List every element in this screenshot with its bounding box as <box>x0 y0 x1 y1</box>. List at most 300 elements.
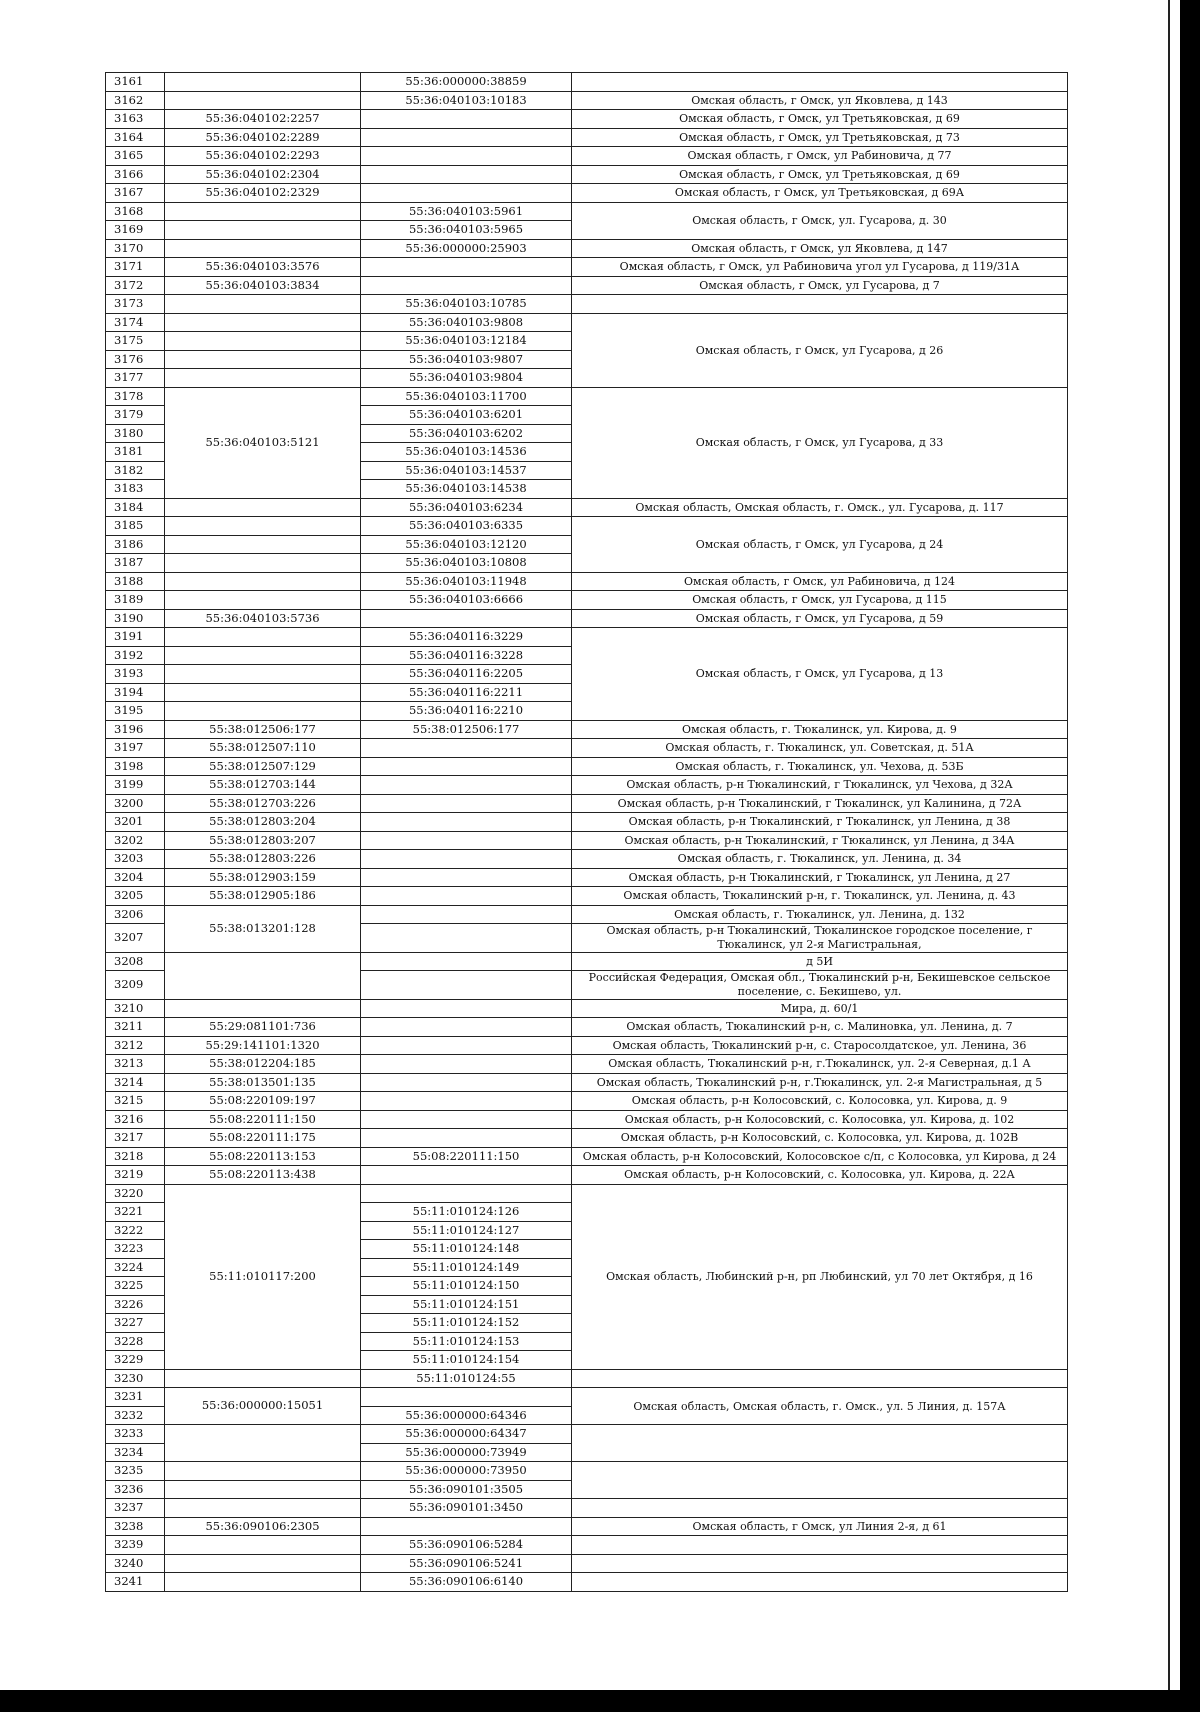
cadastral-number-2: 55:36:040116:2205 <box>361 665 572 684</box>
cadastral-number-2: 55:36:000000:38859 <box>361 73 572 92</box>
cadastral-number-2: 55:36:000000:64347 <box>361 1425 572 1444</box>
row-number: 3205 <box>106 887 165 906</box>
row-number: 3199 <box>106 776 165 795</box>
row-number: 3202 <box>106 831 165 850</box>
cadastral-number-2: 55:11:010124:154 <box>361 1351 572 1370</box>
cadastral-number-2 <box>361 794 572 813</box>
address: Омская область, р-н Колосовский, с. Колосовка, ул. Кирова, д. 22А <box>572 1166 1068 1185</box>
row-number: 3174 <box>106 313 165 332</box>
cadastral-number: 55:38:012803:226 <box>165 850 361 869</box>
cadastral-number-2: 55:36:040103:14537 <box>361 461 572 480</box>
address: Омская область, г. Тюкалинск, ул. Советская, д. 51А <box>572 739 1068 758</box>
row-number: 3196 <box>106 720 165 739</box>
cadastral-number: 55:36:040102:2289 <box>165 128 361 147</box>
address: Омская область, г Омск, ул Гусарова, д 115 <box>572 591 1068 610</box>
cadastral-number: 55:36:040102:2304 <box>165 165 361 184</box>
cadastral-number: 55:38:013501:135 <box>165 1073 361 1092</box>
address: Омская область, г Омск, ул Яковлева, д 143 <box>572 91 1068 110</box>
cadastral-number: 55:36:040103:5736 <box>165 609 361 628</box>
table-row <box>106 258 1068 277</box>
cadastral-number-2: 55:11:010124:152 <box>361 1314 572 1333</box>
row-number: 3191 <box>106 628 165 647</box>
row-number: 3240 <box>106 1554 165 1573</box>
cadastral-number: 55:36:040102:2329 <box>165 184 361 203</box>
cadastral-number-2: 55:36:040103:10808 <box>361 554 572 573</box>
address: Омская область, г Омск, ул Рабиновича, д 77 <box>572 147 1068 166</box>
row-number: 3190 <box>106 609 165 628</box>
address: Омская область, г. Тюкалинск, ул. Ленина, д. 34 <box>572 850 1068 869</box>
address: Омская область, Омская область, г. Омск., ул. 5 Линия, д. 157А <box>572 1388 1068 1425</box>
cadastral-number <box>165 1573 361 1592</box>
row-number: 3180 <box>106 424 165 443</box>
table-row <box>106 1018 1068 1037</box>
cadastral-number-2: 55:36:090106:5241 <box>361 1554 572 1573</box>
cadastral-number-2 <box>361 1166 572 1185</box>
cadastral-number-2: 55:36:000000:25903 <box>361 239 572 258</box>
cadastral-number-2 <box>361 850 572 869</box>
row-number: 3218 <box>106 1147 165 1166</box>
table-row <box>106 850 1068 869</box>
table-row <box>106 165 1068 184</box>
row-number: 3183 <box>106 480 165 499</box>
address <box>572 1462 1068 1499</box>
row-number: 3222 <box>106 1221 165 1240</box>
cadastral-number <box>165 295 361 314</box>
address <box>572 1425 1068 1462</box>
table-row <box>106 313 1068 332</box>
cadastral-number-2: 55:11:010124:148 <box>361 1240 572 1259</box>
table-row <box>106 609 1068 628</box>
row-number: 3198 <box>106 757 165 776</box>
cadastral-number-2: 55:36:090106:5284 <box>361 1536 572 1555</box>
cadastral-number-2: 55:11:010124:126 <box>361 1203 572 1222</box>
row-number: 3188 <box>106 572 165 591</box>
row-number: 3192 <box>106 646 165 665</box>
row-number: 3219 <box>106 1166 165 1185</box>
cadastral-number: 55:38:012803:204 <box>165 813 361 832</box>
cadastral-number-2: 55:36:040103:14538 <box>361 480 572 499</box>
cadastral-number <box>165 628 361 647</box>
address: Мира, д. 60/1 <box>572 999 1068 1018</box>
cadastral-number-2 <box>361 868 572 887</box>
cadastral-number-2: 55:36:040103:10785 <box>361 295 572 314</box>
table-row <box>106 776 1068 795</box>
table-row <box>106 498 1068 517</box>
cadastral-number: 55:38:012903:159 <box>165 868 361 887</box>
cadastral-number-2: 55:11:010124:127 <box>361 1221 572 1240</box>
cadastral-number: 55:36:000000:15051 <box>165 1388 361 1425</box>
address <box>572 1369 1068 1388</box>
row-number: 3194 <box>106 683 165 702</box>
table-row <box>106 868 1068 887</box>
address: Омская область, р-н Тюкалинский, г Тюкалинск, ул Ленина, д 38 <box>572 813 1068 832</box>
address: Омская область, г. Тюкалинск, ул. Чехова, д. 53Б <box>572 757 1068 776</box>
table-row <box>106 1129 1068 1148</box>
cadastral-number-2: 55:36:040103:6202 <box>361 424 572 443</box>
table-row <box>106 1536 1068 1555</box>
cadastral-number <box>165 1554 361 1573</box>
table-row <box>106 184 1068 203</box>
cadastral-number-2 <box>361 952 572 971</box>
row-number: 3173 <box>106 295 165 314</box>
cadastral-number: 55:38:012703:144 <box>165 776 361 795</box>
cadastral-number-2 <box>361 1184 572 1203</box>
cadastral-number <box>165 683 361 702</box>
cadastral-number-2: 55:36:040103:11948 <box>361 572 572 591</box>
address: Омская область, г Омск, ул Гусарова, д 13 <box>572 628 1068 721</box>
cadastral-number <box>165 350 361 369</box>
table-row <box>106 1369 1068 1388</box>
row-number: 3167 <box>106 184 165 203</box>
row-number: 3212 <box>106 1036 165 1055</box>
row-number: 3163 <box>106 110 165 129</box>
row-number: 3185 <box>106 517 165 536</box>
cadastral-number-2: 55:36:040103:6234 <box>361 498 572 517</box>
cadastral-number <box>165 239 361 258</box>
address: Омская область, р-н Тюкалинский, г Тюкалинск, ул Чехова, д 32А <box>572 776 1068 795</box>
scan-border-line <box>1168 0 1170 1700</box>
cadastral-number <box>165 91 361 110</box>
address: Омская область, Тюкалинский р-н, г.Тюкалинск, ул. 2-я Северная, д.1 А <box>572 1055 1068 1074</box>
row-number: 3201 <box>106 813 165 832</box>
row-number: 3235 <box>106 1462 165 1481</box>
table-row <box>106 739 1068 758</box>
cadastral-number: 55:38:013201:128 <box>165 905 361 952</box>
row-number: 3178 <box>106 387 165 406</box>
cadastral-number: 55:38:012507:110 <box>165 739 361 758</box>
row-number: 3232 <box>106 1406 165 1425</box>
cadastral-number-2: 55:38:012506:177 <box>361 720 572 739</box>
cadastral-number <box>165 702 361 721</box>
address: Омская область, г. Тюкалинск, ул. Кирова, д. 9 <box>572 720 1068 739</box>
table-row <box>106 887 1068 906</box>
row-number: 3206 <box>106 905 165 924</box>
row-number: 3213 <box>106 1055 165 1074</box>
cadastral-number-2: 55:36:040103:12184 <box>361 332 572 351</box>
row-number: 3162 <box>106 91 165 110</box>
cadastral-number-2 <box>361 1110 572 1129</box>
table-row <box>106 831 1068 850</box>
address: Омская область, г Омск, ул Яковлева, д 147 <box>572 239 1068 258</box>
cadastral-number-2 <box>361 128 572 147</box>
cadastral-number: 55:38:012905:186 <box>165 887 361 906</box>
cadastral-number-2: 55:36:040103:12120 <box>361 535 572 554</box>
address: Омская область, р-н Тюкалинский, Тюкалинское городское поселение, г Тюкалинск, ул 2-я Магистральная, <box>572 924 1068 953</box>
table-row <box>106 91 1068 110</box>
address: Омская область, г Омск, ул. Гусарова, д. 30 <box>572 202 1068 239</box>
cadastral-number-2 <box>361 831 572 850</box>
row-number: 3169 <box>106 221 165 240</box>
row-number: 3216 <box>106 1110 165 1129</box>
table-row <box>106 239 1068 258</box>
cadastral-number-2: 55:36:000000:73949 <box>361 1443 572 1462</box>
cadastral-number <box>165 313 361 332</box>
address: Омская область, г Омск, ул Гусарова, д 24 <box>572 517 1068 573</box>
scan-edge-right <box>1180 0 1200 1712</box>
cadastral-number-2 <box>361 1388 572 1407</box>
cadastral-number-2 <box>361 609 572 628</box>
row-number: 3215 <box>106 1092 165 1111</box>
cadastral-number-2: 55:11:010124:153 <box>361 1332 572 1351</box>
cadastral-number-2 <box>361 971 572 1000</box>
cadastral-number: 55:29:081101:736 <box>165 1018 361 1037</box>
cadastral-number-2: 55:36:040103:14536 <box>361 443 572 462</box>
cadastral-number: 55:08:220113:438 <box>165 1166 361 1185</box>
row-number: 3186 <box>106 535 165 554</box>
table-row <box>106 572 1068 591</box>
cadastral-number: 55:08:220111:175 <box>165 1129 361 1148</box>
cadastral-number: 55:08:220109:197 <box>165 1092 361 1111</box>
cadastral-number <box>165 646 361 665</box>
row-number: 3177 <box>106 369 165 388</box>
row-number: 3203 <box>106 850 165 869</box>
table-row <box>106 1554 1068 1573</box>
table-row <box>106 1517 1068 1536</box>
cadastral-number-2: 55:11:010124:151 <box>361 1295 572 1314</box>
cadastral-table <box>105 72 1068 1592</box>
address: Омская область, р-н Колосовский, Колосовское с/п, с Колосовка, ул Кирова, д 24 <box>572 1147 1068 1166</box>
cadastral-number <box>165 498 361 517</box>
row-number: 3172 <box>106 276 165 295</box>
cadastral-number-2: 55:36:040116:3229 <box>361 628 572 647</box>
cadastral-number <box>165 554 361 573</box>
address: Омская область, г Омск, ул Гусарова, д 26 <box>572 313 1068 387</box>
cadastral-number-2 <box>361 776 572 795</box>
address: Омская область, г Омск, ул Третьяковская, д 73 <box>572 128 1068 147</box>
row-number: 3241 <box>106 1573 165 1592</box>
address: Омская область, р-н Тюкалинский, г Тюкалинск, ул Ленина, д 34А <box>572 831 1068 850</box>
cadastral-number-2 <box>361 147 572 166</box>
cadastral-number-2: 55:36:040103:5961 <box>361 202 572 221</box>
table-row <box>106 1425 1068 1444</box>
table-body <box>106 73 1068 1592</box>
table-row <box>106 1092 1068 1111</box>
row-number: 3225 <box>106 1277 165 1296</box>
cadastral-number: 55:36:090106:2305 <box>165 1517 361 1536</box>
row-number: 3168 <box>106 202 165 221</box>
address <box>572 73 1068 92</box>
address: Омская область, Тюкалинский р-н, с. Малиновка, ул. Ленина, д. 7 <box>572 1018 1068 1037</box>
cadastral-number-2: 55:36:040103:6201 <box>361 406 572 425</box>
cadastral-number: 55:36:040102:2257 <box>165 110 361 129</box>
row-number: 3230 <box>106 1369 165 1388</box>
address <box>572 1499 1068 1518</box>
address: Омская область, Тюкалинский р-н, г. Тюкалинск, ул. Ленина, д. 43 <box>572 887 1068 906</box>
cadastral-number <box>165 1536 361 1555</box>
table-row <box>106 295 1068 314</box>
table-row <box>106 628 1068 647</box>
cadastral-number <box>165 591 361 610</box>
row-number: 3233 <box>106 1425 165 1444</box>
cadastral-number-2: 55:36:040103:9807 <box>361 350 572 369</box>
table-row <box>106 794 1068 813</box>
address <box>572 1554 1068 1573</box>
row-number: 3207 <box>106 924 165 953</box>
address: Омская область, Тюкалинский р-н, г.Тюкалинск, ул. 2-я Магистральная, д 5 <box>572 1073 1068 1092</box>
cadastral-number: 55:38:012204:185 <box>165 1055 361 1074</box>
table-row <box>106 757 1068 776</box>
cadastral-number-2: 55:11:010124:149 <box>361 1258 572 1277</box>
cadastral-number-2: 55:11:010124:150 <box>361 1277 572 1296</box>
row-number: 3223 <box>106 1240 165 1259</box>
row-number: 3171 <box>106 258 165 277</box>
cadastral-number-2: 55:36:000000:64346 <box>361 1406 572 1425</box>
cadastral-number-2 <box>361 1073 572 1092</box>
table-row <box>106 1499 1068 1518</box>
address: Омская область, Омская область, г. Омск., ул. Гусарова, д. 117 <box>572 498 1068 517</box>
address: Омская область, г. Тюкалинск, ул. Ленина, д. 132 <box>572 905 1068 924</box>
row-number: 3184 <box>106 498 165 517</box>
cadastral-number: 55:38:012803:207 <box>165 831 361 850</box>
table-row <box>106 1184 1068 1203</box>
row-number: 3181 <box>106 443 165 462</box>
cadastral-number-2: 55:36:090106:6140 <box>361 1573 572 1592</box>
cadastral-number <box>165 1462 361 1481</box>
row-number: 3209 <box>106 971 165 1000</box>
cadastral-number-2 <box>361 887 572 906</box>
row-number: 3229 <box>106 1351 165 1370</box>
address: Омская область, Тюкалинский р-н, с. Старосолдатское, ул. Ленина, 36 <box>572 1036 1068 1055</box>
row-number: 3200 <box>106 794 165 813</box>
cadastral-number <box>165 999 361 1018</box>
cadastral-number: 55:29:141101:1320 <box>165 1036 361 1055</box>
table-row <box>106 591 1068 610</box>
cadastral-number: 55:36:040103:3834 <box>165 276 361 295</box>
row-number: 3231 <box>106 1388 165 1407</box>
table-row <box>106 952 1068 971</box>
table-row <box>106 202 1068 221</box>
address <box>572 295 1068 314</box>
table-row <box>106 1055 1068 1074</box>
row-number: 3195 <box>106 702 165 721</box>
row-number: 3204 <box>106 868 165 887</box>
table-row <box>106 128 1068 147</box>
cadastral-number <box>165 665 361 684</box>
table-row <box>106 110 1068 129</box>
row-number: 3187 <box>106 554 165 573</box>
cadastral-number: 55:38:012703:226 <box>165 794 361 813</box>
table-row <box>106 276 1068 295</box>
table-row <box>106 1036 1068 1055</box>
cadastral-number: 55:08:220113:153 <box>165 1147 361 1166</box>
table-row <box>106 1110 1068 1129</box>
table-row <box>106 73 1068 92</box>
address: Омская область, г Омск, ул Гусарова, д 7 <box>572 276 1068 295</box>
address: Омская область, г Омск, ул Третьяковская, д 69 <box>572 165 1068 184</box>
cadastral-number-2: 55:36:040103:5965 <box>361 221 572 240</box>
cadastral-number-2: 55:11:010124:55 <box>361 1369 572 1388</box>
cadastral-number: 55:36:040102:2293 <box>165 147 361 166</box>
address: Омская область, г Омск, ул Гусарова, д 59 <box>572 609 1068 628</box>
row-number: 3179 <box>106 406 165 425</box>
cadastral-number <box>165 517 361 536</box>
address: Омская область, г Омск, ул Третьяковская, д 69А <box>572 184 1068 203</box>
cadastral-number <box>165 221 361 240</box>
cadastral-number-2: 55:36:040103:9804 <box>361 369 572 388</box>
cadastral-number-2: 55:36:040103:6666 <box>361 591 572 610</box>
cadastral-number-2 <box>361 258 572 277</box>
row-number: 3236 <box>106 1480 165 1499</box>
cadastral-number <box>165 332 361 351</box>
row-number: 3226 <box>106 1295 165 1314</box>
table-row <box>106 720 1068 739</box>
row-number: 3214 <box>106 1073 165 1092</box>
row-number: 3175 <box>106 332 165 351</box>
table-row <box>106 517 1068 536</box>
address: Омская область, г Омск, ул Рабиновича угол ул Гусарова, д 119/31А <box>572 258 1068 277</box>
cadastral-number-2 <box>361 276 572 295</box>
address <box>572 1536 1068 1555</box>
cadastral-number-2: 55:36:090101:3505 <box>361 1480 572 1499</box>
cadastral-number-2 <box>361 1092 572 1111</box>
cadastral-number: 55:38:012506:177 <box>165 720 361 739</box>
address: Омская область, р-н Колосовский, с. Колосовка, ул. Кирова, д. 102 <box>572 1110 1068 1129</box>
cadastral-number-2 <box>361 905 572 924</box>
address: д 5И <box>572 952 1068 971</box>
table-row <box>106 1462 1068 1481</box>
cadastral-number <box>165 535 361 554</box>
address <box>572 1573 1068 1592</box>
cadastral-number: 55:36:040103:3576 <box>165 258 361 277</box>
cadastral-number-2 <box>361 110 572 129</box>
cadastral-number <box>165 1369 361 1388</box>
table-row <box>106 387 1068 406</box>
address: Омская область, р-н Тюкалинский, г Тюкалинск, ул Ленина, д 27 <box>572 868 1068 887</box>
row-number: 3234 <box>106 1443 165 1462</box>
cadastral-number-2 <box>361 1036 572 1055</box>
row-number: 3238 <box>106 1517 165 1536</box>
row-number: 3220 <box>106 1184 165 1203</box>
table-row <box>106 813 1068 832</box>
row-number: 3210 <box>106 999 165 1018</box>
table-row <box>106 999 1068 1018</box>
row-number: 3189 <box>106 591 165 610</box>
cadastral-number-2: 55:36:040103:10183 <box>361 91 572 110</box>
address: Российская Федерация, Омская обл., Тюкалинский р-н, Бекишевское сельское поселение, с. Бекишево, ул. <box>572 971 1068 1000</box>
row-number: 3217 <box>106 1129 165 1148</box>
address: Омская область, г Омск, ул Гусарова, д 33 <box>572 387 1068 498</box>
row-number: 3208 <box>106 952 165 971</box>
row-number: 3197 <box>106 739 165 758</box>
cadastral-number-2: 55:36:090101:3450 <box>361 1499 572 1518</box>
address: Омская область, Любинский р-н, рп Любинский, ул 70 лет Октября, д 16 <box>572 1184 1068 1369</box>
table-row <box>106 1166 1068 1185</box>
cadastral-number-2: 55:36:040103:6335 <box>361 517 572 536</box>
cadastral-number-2: 55:36:040103:11700 <box>361 387 572 406</box>
cadastral-number-2 <box>361 1055 572 1074</box>
row-number: 3170 <box>106 239 165 258</box>
cadastral-number-2 <box>361 924 572 953</box>
cadastral-number-2 <box>361 739 572 758</box>
cadastral-number <box>165 1499 361 1518</box>
cadastral-number-2: 55:36:040116:3228 <box>361 646 572 665</box>
row-number: 3164 <box>106 128 165 147</box>
cadastral-number <box>165 1480 361 1499</box>
row-number: 3237 <box>106 1499 165 1518</box>
cadastral-number-2 <box>361 184 572 203</box>
row-number: 3176 <box>106 350 165 369</box>
row-number: 3239 <box>106 1536 165 1555</box>
row-number: 3211 <box>106 1018 165 1037</box>
row-number: 3161 <box>106 73 165 92</box>
cadastral-number: 55:08:220111:150 <box>165 1110 361 1129</box>
cadastral-number: 55:38:012507:129 <box>165 757 361 776</box>
cadastral-number <box>165 73 361 92</box>
cadastral-number-2 <box>361 1517 572 1536</box>
row-number: 3224 <box>106 1258 165 1277</box>
table-row <box>106 905 1068 924</box>
row-number: 3166 <box>106 165 165 184</box>
